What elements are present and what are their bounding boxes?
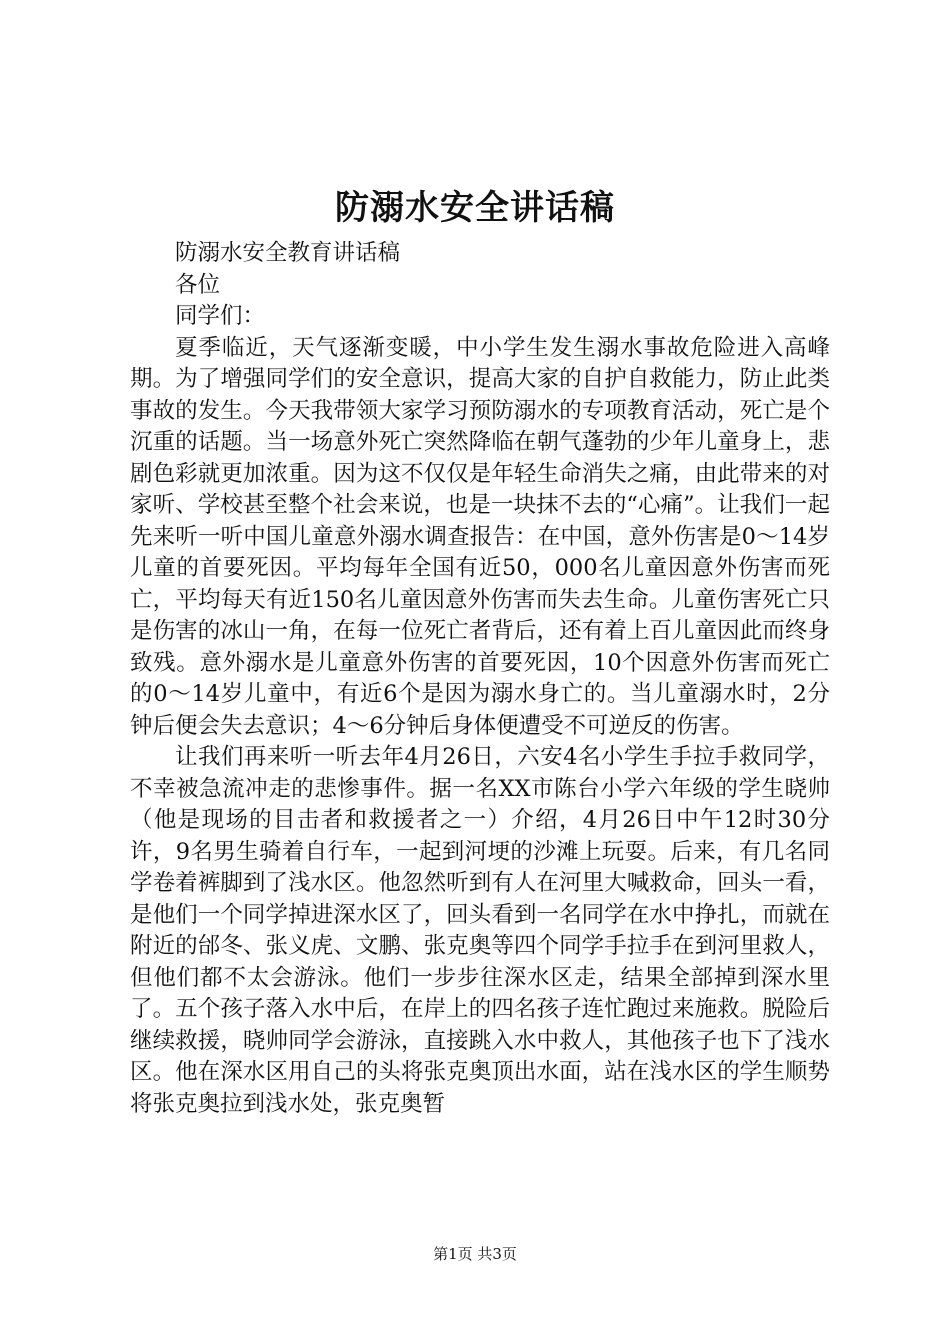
body-paragraph: 让我们再来听一听去年4月26日，六安4名小学生手拉手救同学，不幸被急流冲走的悲惨事件。据一名XX市陈台小学六年级的学生晓帅（他是现场的目击者和救援者之一）介绍，4月26日中午12时30分许，9名男生骑着自行车，一起到河埂的沙滩上玩耍。后来，有几名同学卷着裤脚到了浅水区。他忽然听到有人在河里大喊救命，回头一看，是他们一个同学掉进深水区了，回头看到一名同学在水中挣扎，而就在附近的邰冬、张义虎、文鹏、张克奥等四个同学手拉手在到河里救人，但他们都不太会游泳。他们一步步往深水区走，结果全部掉到深水里了。五个孩子落入水中后，在岸上的四名孩子连忙跑过来施救。脱险后继续救援，晓帅同学会游泳，直接跳入水中救人，其他孩子也下了浅水区。他在深水区用自己的头将张克奥顶出水面，站在浅水区的学生顺势将张克奥拉到浅水处，张克奥暂 bbox=[130, 744, 830, 1117]
document-body bbox=[130, 238, 830, 1120]
body-paragraph: 夏季临近，天气逐渐变暖，中小学生发生溺水事故危险进入高峰期。为了增强同学们的安全意识，提高大家的自护自救能力，防止此类事故的发生。今天我带领大家学习预防溺水的专项教育活动，死亡是个沉重的话题。当一场意外死亡突然降临在朝气蓬勃的少年儿童身上，悲剧色彩就更加浓重。因为这不仅仅是年轻生命消失之痛，由此带来的对家听、学校甚至整个社会来说，也是一块抹不去的“心痛”。让我们一起先来听一听中国儿童意外溺水调查报告：在中国，意外伤害是0～14岁儿童的首要死因。平均每年全国有近50，000名儿童因意外伤害而死亡，平均每天有近150名儿童因意外伤害而失去生命。儿童伤害死亡只是伤害的冰山一角，在每一位死亡者背后，还有着上百儿童因此而终身致残。意外溺水是儿童意外伤害的首要死因，10个因意外伤害而死亡的0～14岁儿童中，有近6个是因为溺水身亡的。当儿童溺水时，2分钟后便会失去意识；4～6分钟后身体便遭受不可逆反的伤害。 bbox=[130, 334, 830, 739]
salutation-line-1: 各位 bbox=[175, 271, 221, 298]
salutation-line-2: 同学们： bbox=[175, 303, 266, 329]
subtitle-paragraph: 防溺水安全教育讲话稿 bbox=[175, 240, 401, 266]
document-title: 防溺水安全讲话稿 bbox=[335, 188, 615, 228]
page-footer: 第1页 共3页 bbox=[433, 1245, 517, 1263]
